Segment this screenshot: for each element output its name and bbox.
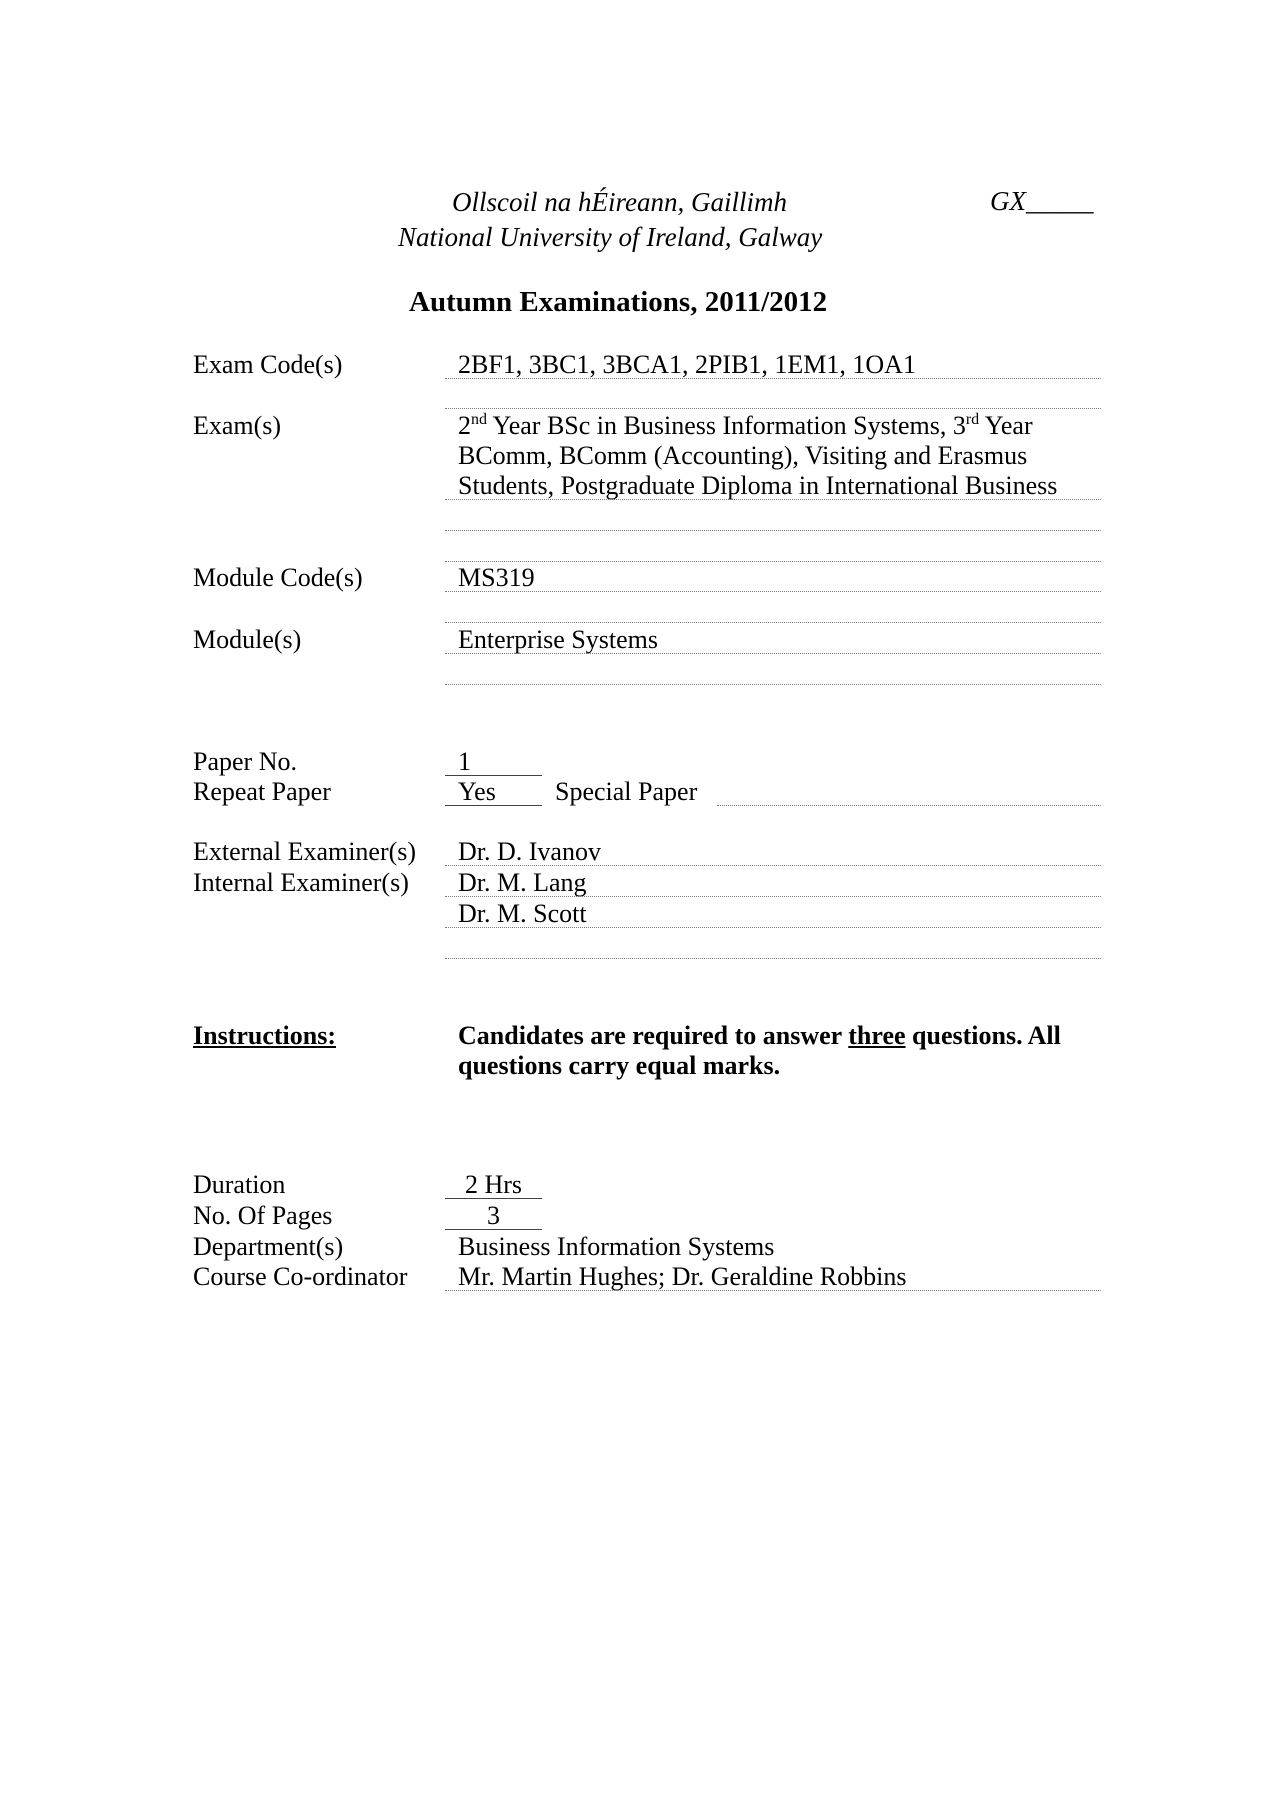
exams-value-line2: BComm, BComm (Accounting), Visiting and Erasmus: [458, 441, 1028, 470]
rule: [445, 530, 1101, 531]
rule: [445, 775, 542, 776]
modules-value: Enterprise Systems: [458, 625, 659, 654]
exam-session-title: Autumn Examinations, 2011/2012: [409, 286, 828, 318]
exams-value-line3: Students, Postgraduate Diploma in International Business: [458, 471, 1058, 500]
internal-examiners-label: Internal Examiner(s): [193, 868, 409, 897]
instructions-line1: Candidates are required to answer three questions. All: [458, 1021, 1061, 1050]
internal-examiner-value: Dr. M. Scott: [458, 899, 587, 928]
repeat-paper-label: Repeat Paper: [193, 777, 331, 806]
rule: [445, 622, 1101, 623]
rule: [445, 591, 1101, 592]
repeat-paper-value: Yes: [458, 777, 496, 806]
duration-label: Duration: [193, 1170, 286, 1199]
rule: [445, 378, 1101, 379]
university-name-irish: Ollscoil na hÉireann, Gaillimh: [452, 187, 787, 217]
exams-label: Exam(s): [193, 411, 282, 440]
rule: [445, 1229, 542, 1230]
coordinator-value: Mr. Martin Hughes; Dr. Geraldine Robbins: [458, 1262, 907, 1291]
external-examiner-value: Dr. D. Ivanov: [458, 837, 601, 866]
internal-examiner-value: Dr. M. Lang: [458, 868, 587, 897]
rule: [717, 805, 1101, 806]
exam-codes-label: Exam Code(s): [193, 350, 343, 379]
rule: [445, 499, 1101, 500]
university-name-english: National University of Ireland, Galway: [398, 222, 823, 252]
paper-no-value: 1: [458, 747, 471, 776]
rule: [445, 684, 1101, 685]
exam-codes-value: 2BF1, 3BC1, 3BCA1, 2PIB1, 1EM1, 1OA1: [458, 350, 916, 379]
module-codes-label: Module Code(s): [193, 563, 363, 592]
rule: [445, 927, 1101, 928]
rule: [445, 805, 542, 806]
instructions-line2: questions carry equal marks.: [458, 1051, 781, 1080]
rule: [445, 896, 1101, 897]
duration-value: 2 Hrs: [464, 1170, 523, 1199]
gx-code-label: GX_____: [990, 186, 1094, 216]
rule: [445, 653, 1101, 654]
external-examiners-label: External Examiner(s): [193, 837, 417, 866]
exams-value-line1: 2nd Year BSc in Business Information Systems, 3rd Year: [458, 411, 1033, 440]
module-codes-value: MS319: [458, 563, 535, 592]
departments-label: Department(s): [193, 1232, 344, 1261]
pages-value: 3: [487, 1201, 500, 1230]
special-paper-label: Special Paper: [555, 777, 698, 806]
instructions-label: Instructions:: [193, 1021, 337, 1050]
rule: [445, 408, 1101, 409]
pages-label: No. Of Pages: [193, 1201, 333, 1230]
rule: [445, 958, 1101, 959]
modules-label: Module(s): [193, 625, 302, 654]
departments-value: Business Information Systems: [458, 1232, 775, 1261]
rule: [445, 865, 1101, 866]
paper-no-label: Paper No.: [193, 747, 297, 776]
rule: [445, 1198, 542, 1199]
rule: [445, 1290, 1101, 1291]
rule: [445, 561, 1101, 562]
coordinator-label: Course Co-ordinator: [193, 1262, 408, 1291]
